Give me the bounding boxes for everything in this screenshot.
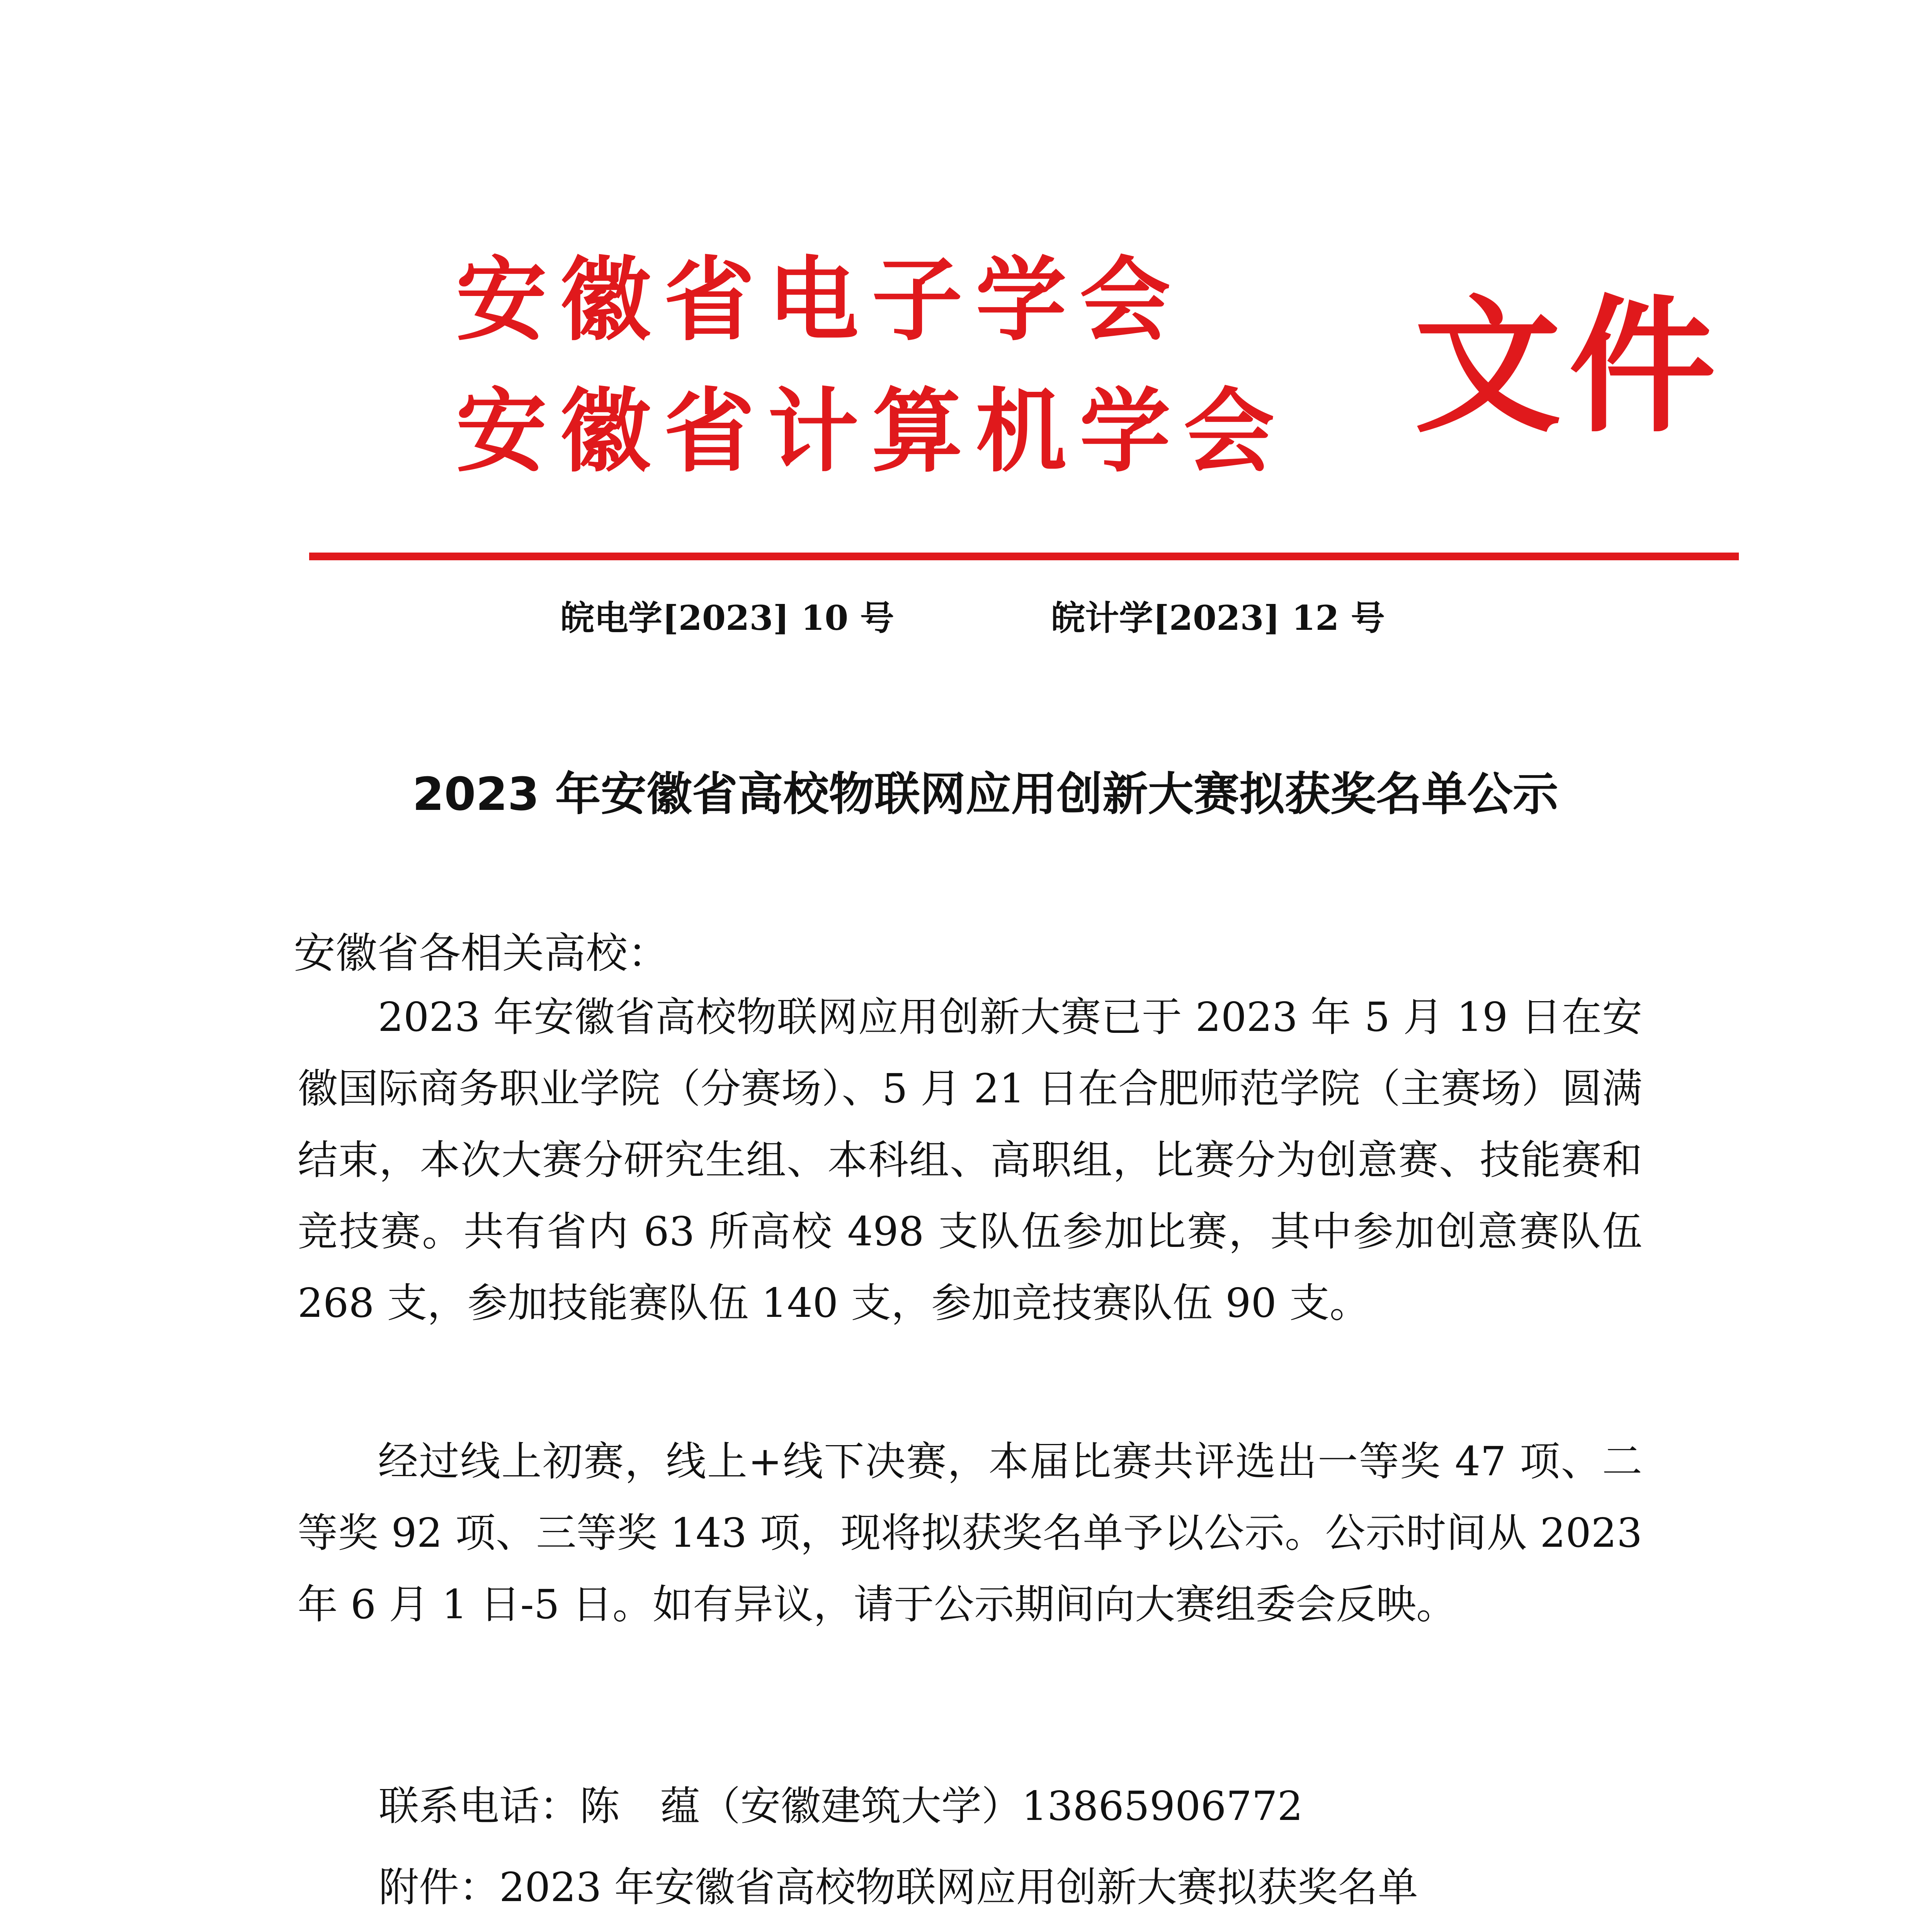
body-paragraph-1: 2023 年安徽省高校物联网应用创新大赛已于 2023 年 5 月 19 日在安徽国际商务职业学院（分赛场）、5 月 21 日在合肥师范学院（主赛场）圆满结束，本次大赛分研究生组、本科组、高职组，比赛分为创意赛、技能赛和竞技赛。共有省内 63 所高校 498 支队伍参加比赛，其中参加创意赛队伍 268 支，参加技能赛队伍 140 支，参加竞技赛队伍 90 支。: [298, 993, 1642, 1327]
doc-number-left: 皖电学[2023] 10 号: [560, 598, 894, 638]
notice-title: 2023 年安徽省高校物联网应用创新大赛拟获奖名单公示: [412, 767, 1558, 821]
doc-type-label: 文件: [1414, 281, 1723, 452]
red-divider: [309, 553, 1739, 560]
org-name-computer: 安徽省计算机学会: [456, 379, 1288, 485]
salutation: 安徽省各相关高校：: [294, 929, 670, 978]
doc-number-right: 皖计学[2023] 12 号: [1051, 598, 1385, 638]
body-paragraph-2: 经过线上初赛，线上+线下决赛，本届比赛共评选出一等奖 47 项、二等奖 92 项、三等奖 143 项，现将拟获奖名单予以公示。公示时间从 2023 年 6 月 1 日-5 日。如有异议，请于公示期间向大赛组委会反映。: [298, 1438, 1642, 1628]
org-name-electronics: 安徽省电子学会: [456, 248, 1184, 353]
contact-line: 联系电话：陈 蕴（安徽建筑大学）13865906772: [379, 1782, 1303, 1830]
attachment-line: 附件：2023 年安徽省高校物联网应用创新大赛拟获奖名单: [379, 1864, 1418, 1911]
